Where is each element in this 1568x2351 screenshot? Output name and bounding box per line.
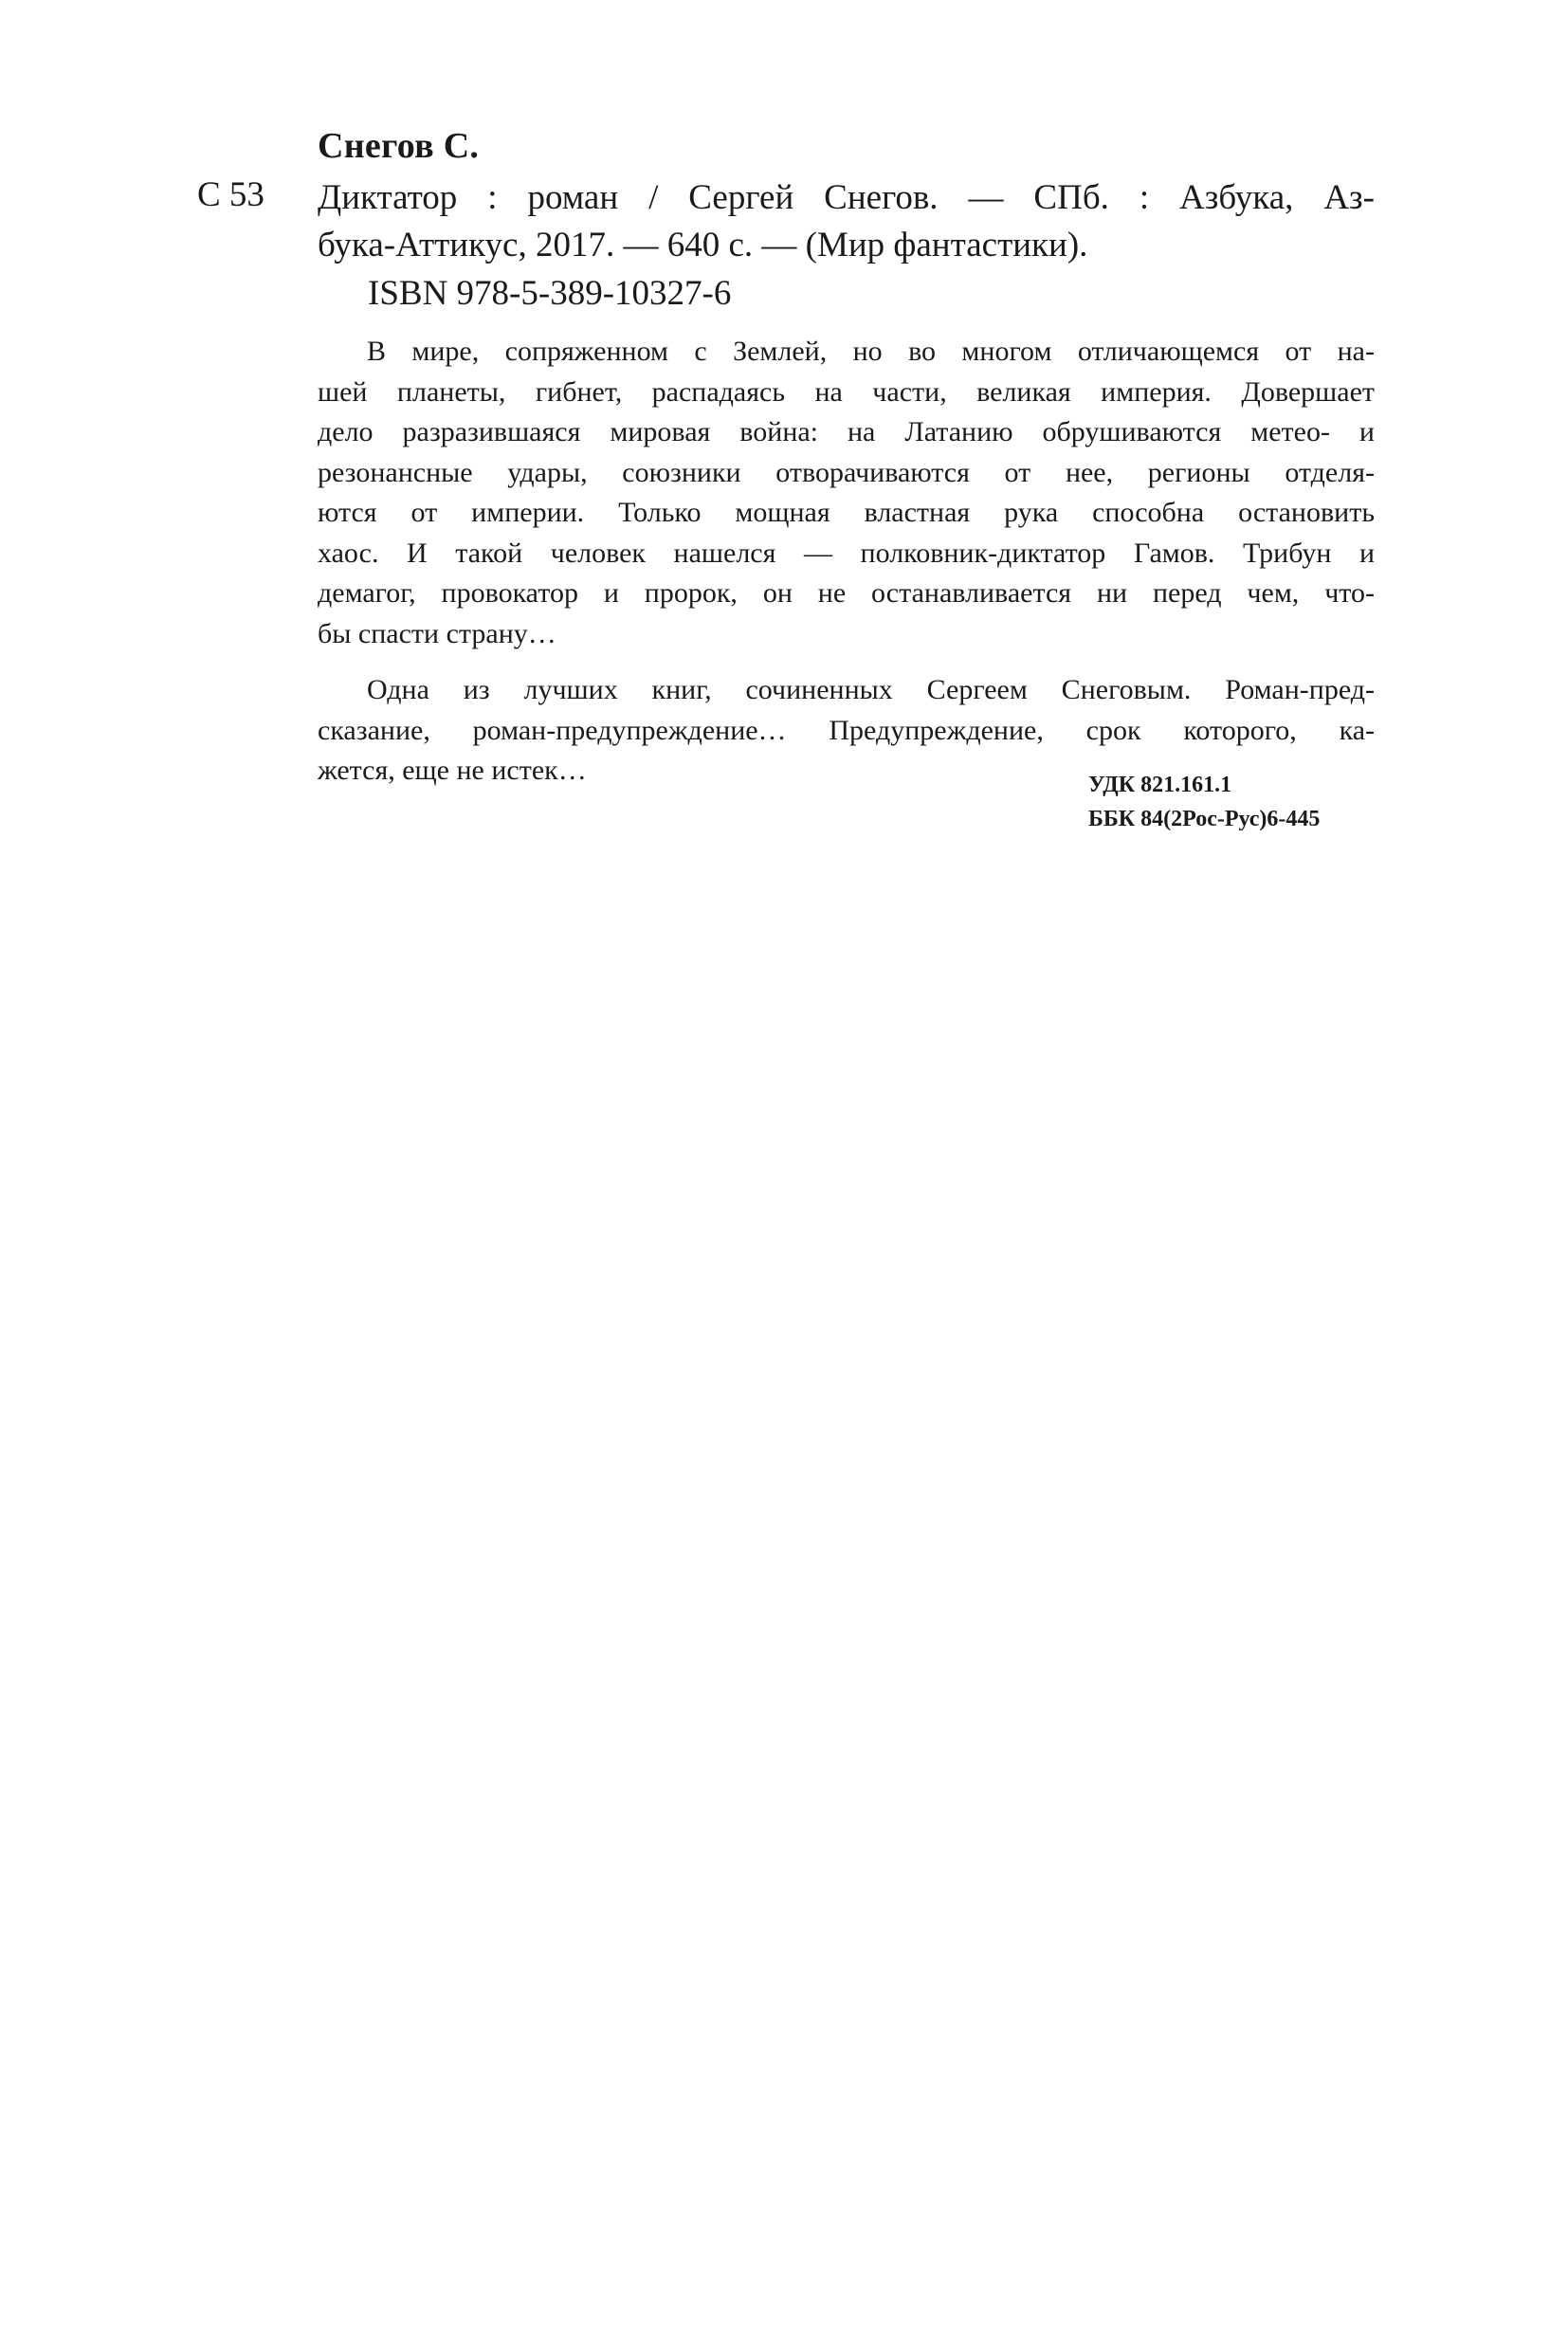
annotation-line: ются от империи. Только мощная властная рука способна остановить [318, 497, 1375, 528]
annotation-line: Одна из лучших книг, сочиненных Сергеем Снеговым. Роман-пред- [367, 674, 1375, 705]
annotation-line: жется, еще не истек… [318, 755, 587, 786]
isbn: ISBN 978-5-389-10327-6 [368, 274, 732, 313]
bbk-code: ББК 84(2Рос-Рус)6-445 [1088, 807, 1321, 831]
annotation-paragraph [318, 332, 1375, 654]
annotation-line: хаос. И такой человек нашелся — полковник-диктатор Гамов. Трибун и [318, 537, 1375, 569]
description-line: Диктатор : роман / Сергей Снегов. — СПб. : Азбука, Аз- [318, 178, 1375, 217]
classification-codes [1088, 768, 1320, 836]
shelf-code: С 53 [197, 175, 264, 214]
udk-code: УДК 821.161.1 [1088, 773, 1232, 797]
annotation-line: дело разразившаяся мировая война: на Латанию обрушиваются метео- и [318, 416, 1375, 447]
annotation [318, 332, 1375, 792]
annotation-line: демагог, провокатор и пророк, он не останавливается ни перед чем, что- [318, 577, 1375, 609]
description-line: бука-Аттикус, 2017. — 640 с. — (Мир фантастики). [318, 226, 1088, 264]
annotation-line: бы спасти страну… [318, 617, 556, 649]
annotation-line: сказание, роман-предупреждение… Предупреждение, срок которого, ка- [318, 714, 1375, 746]
annotation-line: В мире, сопряженном с Землей, но во многом отличающемся от на- [367, 336, 1375, 367]
bibliographic-description [318, 174, 1375, 269]
author-heading: Снегов С. [318, 126, 480, 166]
annotation-line: резонансные удары, союзники отворачиваются от нее, регионы отделя- [318, 456, 1375, 488]
annotation-line: шей планеты, гибнет, распадаясь на части, великая империя. Довершает [318, 375, 1375, 408]
